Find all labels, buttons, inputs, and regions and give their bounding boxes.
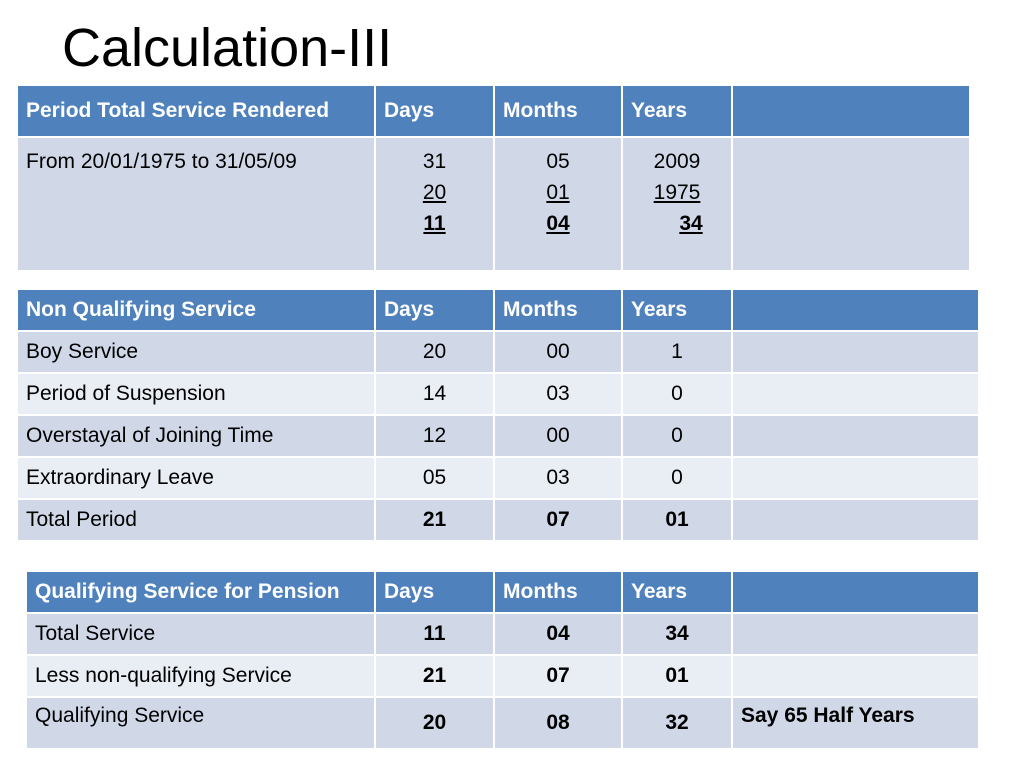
years-value: 1: [623, 332, 731, 372]
days-value: 21: [376, 656, 493, 696]
empty-cell: [733, 458, 978, 498]
years-value: 01: [623, 500, 731, 540]
years-value: 0: [623, 416, 731, 456]
table-row: [18, 332, 978, 372]
row-label: Total Service: [27, 614, 374, 654]
row-label: Qualifying Service: [27, 698, 374, 748]
empty-cell: [733, 500, 978, 540]
years-start-value: 1975: [653, 181, 701, 204]
header-cell: Months: [495, 572, 621, 612]
table-header-row: [18, 86, 969, 136]
table-row: [18, 500, 978, 540]
days-start-value: 20: [422, 181, 447, 204]
empty-cell: [733, 416, 978, 456]
half-years-note: Say 65 Half Years: [733, 698, 978, 748]
header-cell: Years: [623, 86, 731, 136]
header-cell: Days: [376, 290, 493, 330]
years-value: 01: [623, 656, 731, 696]
years-cell: [623, 138, 731, 270]
header-cell: [733, 290, 978, 330]
days-end-value: 31: [422, 150, 447, 173]
table-row: [18, 138, 969, 270]
period-total-service-table: [16, 84, 971, 272]
qualifying-service-table: [25, 570, 980, 750]
header-cell: Months: [495, 86, 621, 136]
period-range-label: From 20/01/1975 to 31/05/09: [18, 138, 374, 270]
header-cell: [733, 572, 978, 612]
years-end-value: 2009: [653, 150, 701, 173]
months-value: 00: [495, 416, 621, 456]
empty-cell: [733, 374, 978, 414]
months-cell: [495, 138, 621, 270]
months-value: 03: [495, 458, 621, 498]
months-value: 07: [495, 656, 621, 696]
years-value: 0: [623, 458, 731, 498]
header-cell: Years: [623, 572, 731, 612]
months-value: 00: [495, 332, 621, 372]
table-row: [18, 458, 978, 498]
table-row: [27, 656, 978, 696]
days-value: 12: [376, 416, 493, 456]
row-label: Total Period: [18, 500, 374, 540]
header-cell: Days: [376, 572, 493, 612]
row-label: Overstayal of Joining Time: [18, 416, 374, 456]
row-label: Period of Suspension: [18, 374, 374, 414]
table-header-row: [27, 572, 978, 612]
months-value: 07: [495, 500, 621, 540]
table-row: [18, 374, 978, 414]
days-cell: [376, 138, 493, 270]
months-end-value: 05: [546, 150, 570, 173]
table-row: [27, 614, 978, 654]
header-cell: [733, 86, 969, 136]
header-cell: Qualifying Service for Pension: [27, 572, 374, 612]
empty-cell: [733, 138, 969, 270]
years-value: 34: [623, 614, 731, 654]
days-value: 14: [376, 374, 493, 414]
page-title: Calculation-III: [62, 18, 393, 78]
header-cell: Days: [376, 86, 493, 136]
years-value: 0: [623, 374, 731, 414]
months-value: 04: [495, 614, 621, 654]
months-value: 03: [495, 374, 621, 414]
header-cell: Years: [623, 290, 731, 330]
days-value: 20: [376, 332, 493, 372]
table-header-row: [18, 290, 978, 330]
days-value: 21: [376, 500, 493, 540]
days-value: 11: [376, 614, 493, 654]
days-value: 20: [376, 698, 493, 748]
row-label: Extraordinary Leave: [18, 458, 374, 498]
months-start-value: 01: [546, 181, 570, 204]
header-cell: Months: [495, 290, 621, 330]
note-cell: [733, 656, 978, 696]
row-label: Boy Service: [18, 332, 374, 372]
row-label: Less non-qualifying Service: [27, 656, 374, 696]
header-cell: Non Qualifying Service: [18, 290, 374, 330]
years-result-value: 34: [679, 212, 703, 235]
years-value: 32: [623, 698, 731, 748]
header-cell: Period Total Service Rendered: [18, 86, 374, 136]
table-row: [27, 698, 978, 748]
days-result-value: 11: [423, 212, 446, 235]
empty-cell: [733, 332, 978, 372]
months-value: 08: [495, 698, 621, 748]
note-cell: [733, 614, 978, 654]
table-row: [18, 416, 978, 456]
months-result-value: 04: [546, 212, 570, 235]
days-value: 05: [376, 458, 493, 498]
non-qualifying-service-table: [16, 288, 980, 542]
